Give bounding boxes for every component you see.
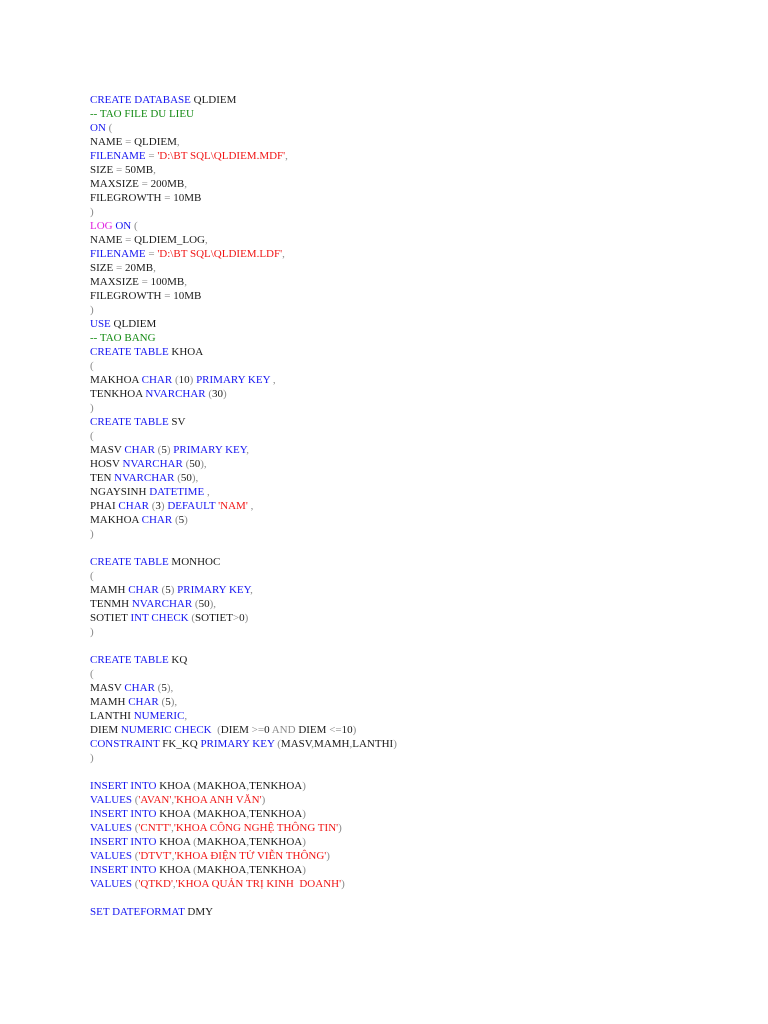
code-line (90, 765, 730, 779)
code-token: INSERT INTO (90, 864, 157, 876)
code-token: = (125, 234, 132, 246)
code-token: KHOA (156, 780, 194, 792)
code-token: ( (154, 444, 162, 456)
code-token: 50 (180, 472, 192, 484)
code-token: , (270, 374, 276, 386)
code-line (90, 653, 730, 667)
code-token: CREATE TABLE (90, 416, 169, 428)
code-token: ) (90, 206, 94, 218)
code-token: KQ (168, 654, 188, 666)
code-token: TENKHOA (249, 864, 303, 876)
code-line (90, 569, 730, 583)
code-token: , (311, 738, 315, 750)
code-token: 5 (161, 682, 167, 694)
code-line (90, 583, 730, 597)
code-line (90, 135, 730, 149)
code-token: SV (168, 416, 186, 428)
code-token: KHOA (168, 346, 204, 358)
code-token: ( (172, 374, 179, 386)
code-token: 3 (155, 500, 161, 512)
code-token: LOG (90, 220, 113, 232)
code-token: = (141, 178, 148, 190)
code-token: FILENAME (90, 248, 146, 260)
code-line (90, 821, 730, 835)
code-line (90, 737, 730, 751)
code-token: KHOA (156, 864, 194, 876)
code-token: TENKHOA (90, 388, 146, 400)
code-token: ) (341, 878, 345, 890)
code-token: = (145, 248, 158, 260)
code-token: , (172, 878, 176, 890)
code-token: MAXSIZE (90, 276, 142, 288)
code-token: NVARCHAR (114, 472, 175, 484)
code-token: , (246, 780, 250, 792)
code-token: ) (302, 836, 306, 848)
code-token: ( (192, 598, 199, 610)
code-token: ( (193, 808, 197, 820)
code-token: , (205, 234, 208, 246)
code-line (90, 275, 730, 289)
code-token: , (246, 444, 250, 456)
code-line (90, 415, 730, 429)
code-line (90, 219, 730, 233)
code-line (90, 429, 730, 443)
code-token: , (171, 794, 175, 806)
code-token: LANTHI (90, 710, 134, 722)
code-line (90, 751, 730, 765)
code-token: ( (131, 878, 139, 890)
code-token: = (145, 150, 158, 162)
code-token: SIZE (90, 164, 116, 176)
code-line (90, 667, 730, 681)
code-token: 50 (189, 458, 201, 470)
code-token: ( (148, 500, 156, 512)
code-token: MAXSIZE (90, 178, 142, 190)
code-token: ( (182, 458, 190, 470)
code-token: 'D:\BT SQL\QLDIEM.LDF' (157, 248, 283, 260)
code-token: ) (184, 514, 188, 526)
code-token: KHOA (156, 808, 194, 820)
code-token: ( (90, 360, 94, 372)
code-token: QLDIEM (190, 94, 237, 106)
code-line (90, 303, 730, 317)
code-line (90, 443, 730, 457)
code-line (90, 401, 730, 415)
code-token: MAKHOA (196, 864, 247, 876)
code-token: ) (223, 388, 227, 400)
code-token: CREATE TABLE (90, 346, 169, 358)
code-token: ON (112, 220, 132, 232)
code-token: -- TAO BANG (90, 332, 156, 344)
code-line (90, 457, 730, 471)
code-token: NVARCHAR (122, 458, 183, 470)
code-line (90, 373, 730, 387)
code-line (90, 149, 730, 163)
code-token: ( (193, 836, 197, 848)
code-token: , (184, 276, 187, 288)
code-token: 10MB (170, 192, 202, 204)
code-token: = (115, 262, 123, 274)
code-token: DIEM (220, 724, 252, 736)
code-token: , (247, 500, 254, 512)
code-token: ) (352, 724, 357, 736)
code-token: CREATE TABLE (90, 654, 169, 666)
code-token: DATETIME (149, 486, 205, 498)
code-token: HOSV (90, 458, 123, 470)
code-token: CONSTRAINT (90, 738, 160, 750)
code-token: ) (244, 612, 249, 624)
code-token: VALUES (90, 850, 132, 862)
code-token: ( (131, 220, 138, 232)
code-token: ( (193, 780, 197, 792)
code-token: PRIMARY KEY (170, 444, 247, 456)
code-token: , (246, 864, 250, 876)
code-token: ( (105, 122, 113, 134)
code-line (90, 807, 730, 821)
code-line (90, 611, 730, 625)
code-line (90, 359, 730, 373)
code-token: NGAYSINH (90, 486, 150, 498)
code-token: ) (160, 500, 165, 512)
code-line (90, 849, 730, 863)
code-token: ( (90, 430, 94, 442)
code-token: 5 (161, 444, 167, 456)
code-token: , (184, 178, 187, 190)
code-line (90, 93, 730, 107)
code-line (90, 471, 730, 485)
code-token: DMY (184, 906, 214, 918)
code-token: 'DTVT' (138, 850, 172, 862)
code-token: MAKHOA (196, 780, 247, 792)
code-token: ), (200, 458, 207, 470)
code-token: ), (209, 598, 217, 610)
code-token: ) (90, 304, 94, 316)
code-token: , (171, 850, 175, 862)
code-token: CHAR (141, 374, 173, 386)
code-token: MASV (280, 738, 312, 750)
code-line (90, 205, 730, 219)
code-line (90, 163, 730, 177)
code-token: = (141, 276, 148, 288)
code-token: FK_KQ (159, 738, 201, 750)
code-token: SET DATEFORMAT (90, 906, 185, 918)
code-token: QLDIEM (110, 318, 157, 330)
code-token: ( (205, 388, 213, 400)
code-token: ) (261, 794, 266, 806)
code-token: 'KHOA CÔNG NGHỆ THÔNG TIN' (173, 822, 339, 834)
code-token: VALUES (90, 794, 132, 806)
code-line (90, 261, 730, 275)
code-token: 10MB (170, 290, 202, 302)
code-token: 'KHOA QUẢN TRỊ KINH DOANH' (175, 878, 342, 890)
code-token: NUMERIC (133, 710, 185, 722)
code-token: CHAR (141, 514, 173, 526)
code-token: , (250, 584, 253, 596)
code-line (90, 625, 730, 639)
code-token: ( (131, 850, 139, 862)
code-token: NAME (90, 136, 126, 148)
code-token: NVARCHAR (131, 598, 193, 610)
code-token: CREATE TABLE (90, 556, 169, 568)
code-token: PHAI (90, 500, 119, 512)
code-token: , (349, 738, 353, 750)
code-token: MAKHOA (90, 374, 142, 386)
code-line (90, 541, 730, 555)
code-token: , (184, 710, 188, 722)
code-token: ( (188, 612, 196, 624)
code-line (90, 835, 730, 849)
code-token: INSERT INTO (90, 808, 157, 820)
code-token: USE (90, 318, 111, 330)
code-token: FILEGROWTH (90, 290, 165, 302)
code-line (90, 695, 730, 709)
code-token: ( (131, 794, 139, 806)
code-token: 30 (212, 388, 224, 400)
code-token: CHAR (118, 500, 149, 512)
code-token: ) (302, 808, 306, 820)
code-token: = (164, 290, 171, 302)
code-token: INSERT INTO (90, 780, 157, 792)
code-token: ( (154, 682, 162, 694)
code-line (90, 233, 730, 247)
code-token: , (171, 822, 174, 834)
code-token: QLDIEM_LOG (131, 234, 205, 246)
code-token: CHAR (124, 444, 155, 456)
code-token: 0 (239, 612, 245, 624)
code-token: , (282, 248, 285, 260)
code-token: , (176, 136, 180, 148)
code-token: 5 (165, 696, 171, 708)
code-token: MAKHOA (90, 514, 142, 526)
code-token: CHAR (124, 682, 155, 694)
code-token: , (153, 262, 156, 274)
code-token: 'KHOA ĐIỆN TỬ VIỄN THÔNG' (174, 850, 327, 862)
code-token: NAME (90, 234, 126, 246)
code-token: SIZE (90, 262, 116, 274)
code-line (90, 891, 730, 905)
code-token: 100MB (147, 276, 185, 288)
code-token: = (164, 192, 171, 204)
code-token: ) (166, 444, 171, 456)
code-token: ( (158, 696, 166, 708)
code-token: ) (338, 822, 342, 834)
code-line (90, 513, 730, 527)
code-line (90, 247, 730, 261)
code-line (90, 555, 730, 569)
code-line (90, 177, 730, 191)
code-token: ( (174, 472, 181, 484)
code-token: > (232, 612, 240, 624)
code-token: ) (90, 752, 94, 764)
code-token: 20MB (122, 262, 154, 274)
code-token: ) (90, 402, 94, 414)
code-token: MONHOC (168, 556, 221, 568)
code-token: 'AVAN' (138, 794, 172, 806)
code-line (90, 863, 730, 877)
code-line (90, 793, 730, 807)
code-token: ), (191, 472, 199, 484)
code-token: VALUES (90, 822, 132, 834)
code-token: MAKHOA (196, 836, 247, 848)
code-token: 10 (341, 724, 353, 736)
code-line (90, 387, 730, 401)
code-token: PRIMARY KEY (174, 584, 251, 596)
code-token: SOTIET (90, 612, 131, 624)
code-token: ( (131, 822, 139, 834)
code-token: CHAR (128, 584, 159, 596)
code-token: ( (172, 514, 179, 526)
code-token: VALUES (90, 878, 132, 890)
code-token: PRIMARY KEY (200, 738, 275, 750)
code-line (90, 527, 730, 541)
code-line (90, 499, 730, 513)
code-token: -- TAO FILE DU LIEU (90, 108, 195, 120)
code-token: MAKHOA (196, 808, 247, 820)
code-token: FILEGROWTH (90, 192, 165, 204)
code-token: ) (302, 780, 306, 792)
code-line (90, 709, 730, 723)
code-line (90, 485, 730, 499)
code-line (90, 331, 730, 345)
code-token: 'QTKD' (138, 878, 173, 890)
code-token: FILENAME (90, 150, 146, 162)
code-token: MAMH (314, 738, 350, 750)
code-token: ( (158, 584, 166, 596)
code-token: ON (90, 122, 106, 134)
code-token: ) (170, 584, 175, 596)
code-line (90, 905, 730, 919)
code-token: ) (189, 374, 194, 386)
code-token: 'NAM' (215, 500, 248, 512)
code-token: LANTHI (352, 738, 394, 750)
code-line (90, 317, 730, 331)
code-token: 50MB (122, 164, 154, 176)
code-token: , (246, 808, 250, 820)
code-line (90, 121, 730, 135)
code-token: ) (90, 528, 94, 540)
code-token: ) (302, 864, 306, 876)
code-token: ) (326, 850, 330, 862)
code-token: 'CNTT' (138, 822, 172, 834)
code-token: SOTIET (195, 612, 233, 624)
code-token: TENKHOA (249, 780, 303, 792)
code-token: INT CHECK (130, 612, 189, 624)
code-token: 'D:\BT SQL\QLDIEM.MDF' (157, 150, 286, 162)
code-token: CHAR (128, 696, 159, 708)
code-token: , (204, 486, 210, 498)
code-token: DIEM (90, 724, 121, 736)
sql-code-block (90, 93, 730, 919)
code-line (90, 191, 730, 205)
code-line (90, 639, 730, 653)
code-token: , (285, 150, 288, 162)
code-token: TEN (90, 472, 115, 484)
code-line (90, 345, 730, 359)
code-token: MAMH (90, 696, 129, 708)
code-token: = (115, 164, 123, 176)
code-line (90, 107, 730, 121)
code-token: , (153, 164, 156, 176)
code-token: PRIMARY KEY (193, 374, 271, 386)
code-token: ) (393, 738, 397, 750)
code-token: MASV (90, 444, 125, 456)
code-token: 200MB (147, 178, 185, 190)
code-token: = (125, 136, 132, 148)
code-token: ( (274, 738, 281, 750)
code-token: ( (211, 724, 221, 736)
code-token: DIEM (295, 724, 330, 736)
code-token: 5 (178, 514, 185, 526)
code-token: ) (90, 626, 94, 638)
code-line (90, 597, 730, 611)
code-line (90, 289, 730, 303)
code-line (90, 681, 730, 695)
code-token: TENMH (90, 598, 132, 610)
code-line (90, 779, 730, 793)
code-token: CREATE DATABASE (90, 94, 191, 106)
code-token: MASV (90, 682, 125, 694)
code-token: >= (251, 724, 265, 736)
code-token: ), (166, 682, 174, 694)
code-token: TENKHOA (249, 808, 303, 820)
code-token: TENKHOA (249, 836, 303, 848)
code-token: NUMERIC CHECK (120, 724, 212, 736)
code-line (90, 723, 730, 737)
code-token: , (246, 836, 250, 848)
code-token: 50 (198, 598, 210, 610)
code-token: 5 (165, 584, 171, 596)
code-token: KHOA (156, 836, 194, 848)
code-token: <= (329, 724, 342, 736)
code-token: ), (170, 696, 178, 708)
code-token: DEFAULT (164, 500, 216, 512)
code-token: NVARCHAR (145, 388, 206, 400)
code-token: ( (90, 570, 94, 582)
code-token: 10 (178, 374, 190, 386)
code-token: AND (271, 724, 296, 736)
code-token: ( (90, 668, 94, 680)
code-token: 0 (264, 724, 272, 736)
code-token: QLDIEM (131, 136, 177, 148)
code-token: ( (193, 864, 197, 876)
code-token: MAMH (90, 584, 129, 596)
code-line (90, 877, 730, 891)
code-token: 'KHOA ANH VĂN' (174, 794, 262, 806)
code-token: INSERT INTO (90, 836, 157, 848)
